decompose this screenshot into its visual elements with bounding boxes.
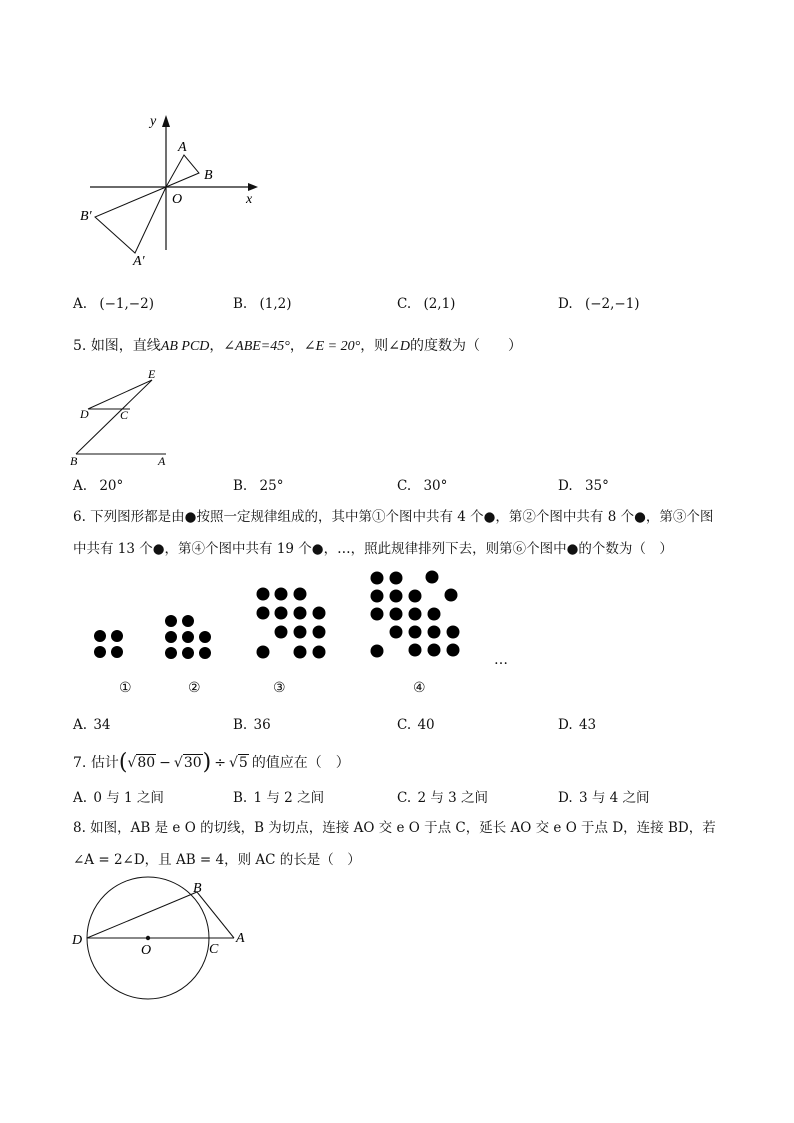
q5-question-text — [73, 336, 522, 357]
sqrt-symbol: √ — [127, 755, 137, 771]
divide-sign: ÷ — [214, 755, 226, 771]
option-value: 34 — [93, 717, 111, 733]
option-value: 0 与 1 之间 — [93, 790, 164, 806]
sqrt-symbol: √ — [173, 755, 183, 771]
option-value: 43 — [578, 717, 597, 733]
option-letter: A. — [73, 478, 88, 494]
point-c-label: C — [120, 408, 129, 422]
option-value: 36 — [253, 717, 271, 733]
q5-option-c[interactable] — [397, 476, 447, 496]
left-paren: ( — [118, 750, 128, 775]
right-paren: ) — [202, 750, 212, 775]
point-a-prime-label: A′ — [133, 254, 145, 269]
option-value: 35° — [584, 478, 609, 494]
option-value: 20° — [99, 478, 124, 494]
q5-text-5: 的度数为（ ） — [410, 338, 523, 354]
question-number: 5. — [73, 338, 87, 354]
pattern-1 — [94, 630, 123, 658]
q6-dot-patterns-figure — [80, 566, 510, 666]
y-axis-label: y — [150, 114, 157, 129]
point-d-label: D — [72, 933, 83, 948]
q8-question-line-2: ∠A = 2∠D，且 AB = 4，则 AC 的长是（ ） — [73, 852, 361, 868]
point-b-label: B — [70, 454, 78, 468]
point-e-label: E — [148, 367, 156, 381]
q5-option-a[interactable] — [73, 476, 123, 496]
q8-question-line-1: 8. 如图，AB 是 e O 的切线，B 为切点，连接 AO 交 e O 于点 C，延长 AO 交 e O 于点 D，连接 BD，若 — [73, 820, 716, 836]
option-letter: B. — [233, 717, 248, 733]
q5-text-2: ， — [209, 338, 224, 354]
pattern-3 — [257, 588, 326, 659]
option-letter: D. — [558, 717, 573, 733]
point-b-label: B — [204, 168, 213, 183]
option-value: (−1,−2) — [99, 296, 154, 312]
option-letter: C. — [397, 296, 412, 312]
q5-math-parallel: AB PCD — [160, 339, 210, 354]
figure-label-3: ③ — [273, 680, 286, 696]
q5-text-3: ， — [289, 338, 304, 354]
radicand-30: 30 — [183, 755, 202, 771]
figure-label-4: ④ — [413, 680, 426, 696]
q6-option-d[interactable] — [558, 715, 596, 735]
option-letter: D. — [558, 790, 573, 806]
option-value: (1,2) — [259, 296, 292, 312]
q5-text-1: 如图，直线 — [90, 338, 161, 354]
x-axis-label: x — [246, 192, 253, 207]
option-letter: C. — [397, 717, 412, 733]
q7-option-a[interactable] — [73, 788, 164, 808]
q7-option-b[interactable] — [233, 788, 324, 808]
q4-coordinate-figure — [80, 105, 270, 275]
q6-option-a[interactable] — [73, 715, 111, 735]
q7-question-text — [73, 750, 350, 776]
option-letter: A. — [73, 790, 88, 806]
figure-label-1: ① — [119, 680, 132, 696]
option-letter: A. — [73, 296, 88, 312]
option-letter: B. — [233, 296, 248, 312]
q4-option-d[interactable] — [558, 294, 640, 314]
q5-math-angle-e: ∠E = 20° — [303, 339, 361, 354]
figure-label-2: ② — [188, 680, 201, 696]
point-a-label: A — [158, 454, 166, 468]
radicand-5: 5 — [238, 755, 248, 771]
option-letter: C. — [397, 790, 412, 806]
option-letter: B. — [233, 478, 248, 494]
option-letter: D. — [558, 478, 573, 494]
q6-option-b[interactable] — [233, 715, 271, 735]
sqrt-symbol: √ — [228, 755, 238, 771]
q6-question-line-2: 中共有 13 个●，第④个图中共有 19 个●，…，照此规律排列下去，则第⑥个图中●的个数为（ ） — [73, 541, 673, 557]
q6-option-c[interactable] — [397, 715, 435, 735]
minus-sign: − — [159, 755, 171, 771]
option-value: 25° — [259, 478, 284, 494]
pattern-ellipsis: … — [494, 652, 508, 668]
option-value: (−2,−1) — [584, 296, 640, 312]
pattern-2 — [165, 615, 211, 659]
q5-math-angle-abe: ∠ABE=45° — [223, 339, 290, 354]
option-letter: B. — [233, 790, 248, 806]
radicand-80: 80 — [137, 755, 156, 771]
point-b-prime-label: B′ — [80, 209, 92, 224]
point-a-label: A — [236, 931, 245, 946]
q8-circle-tangent-figure — [66, 876, 256, 1006]
q4-option-b[interactable] — [233, 294, 292, 314]
option-value: 2 与 3 之间 — [417, 790, 488, 806]
option-letter: A. — [73, 717, 88, 733]
option-value: 1 与 2 之间 — [253, 790, 325, 806]
option-value: 30° — [423, 478, 448, 494]
q4-option-c[interactable] — [397, 294, 455, 314]
q7-option-d[interactable] — [558, 788, 650, 808]
q5-option-b[interactable] — [233, 476, 283, 496]
q7-text-2: 的值应在（ ） — [251, 755, 350, 771]
center-o-label: O — [141, 943, 152, 958]
option-value: 40 — [417, 717, 435, 733]
q5-math-angle-d: ∠D — [388, 339, 411, 354]
q5-option-d[interactable] — [558, 476, 609, 496]
point-b-label: B — [193, 881, 202, 896]
point-c-label: C — [209, 942, 219, 957]
option-letter: D. — [558, 296, 573, 312]
q6-question-line-1: 6. 下列图形都是由●按照一定规律组成的，其中第①个图中共有 4 个●，第②个图中共有 8 个●，第③个图 — [73, 509, 714, 525]
q5-parallel-lines-figure — [68, 366, 188, 470]
point-a-label: A — [178, 140, 187, 155]
option-value: (2,1) — [423, 296, 456, 312]
q5-text-4: ，则 — [360, 338, 389, 354]
pattern-4 — [371, 571, 460, 658]
option-value: 3 与 4 之间 — [578, 790, 650, 806]
question-number: 7. — [73, 755, 87, 771]
q4-option-a[interactable] — [73, 294, 154, 314]
point-d-label: D — [80, 407, 89, 421]
q7-option-c[interactable] — [397, 788, 488, 808]
origin-label: O — [172, 192, 183, 207]
option-letter: C. — [397, 478, 412, 494]
q7-text-1: 估计 — [90, 755, 119, 771]
